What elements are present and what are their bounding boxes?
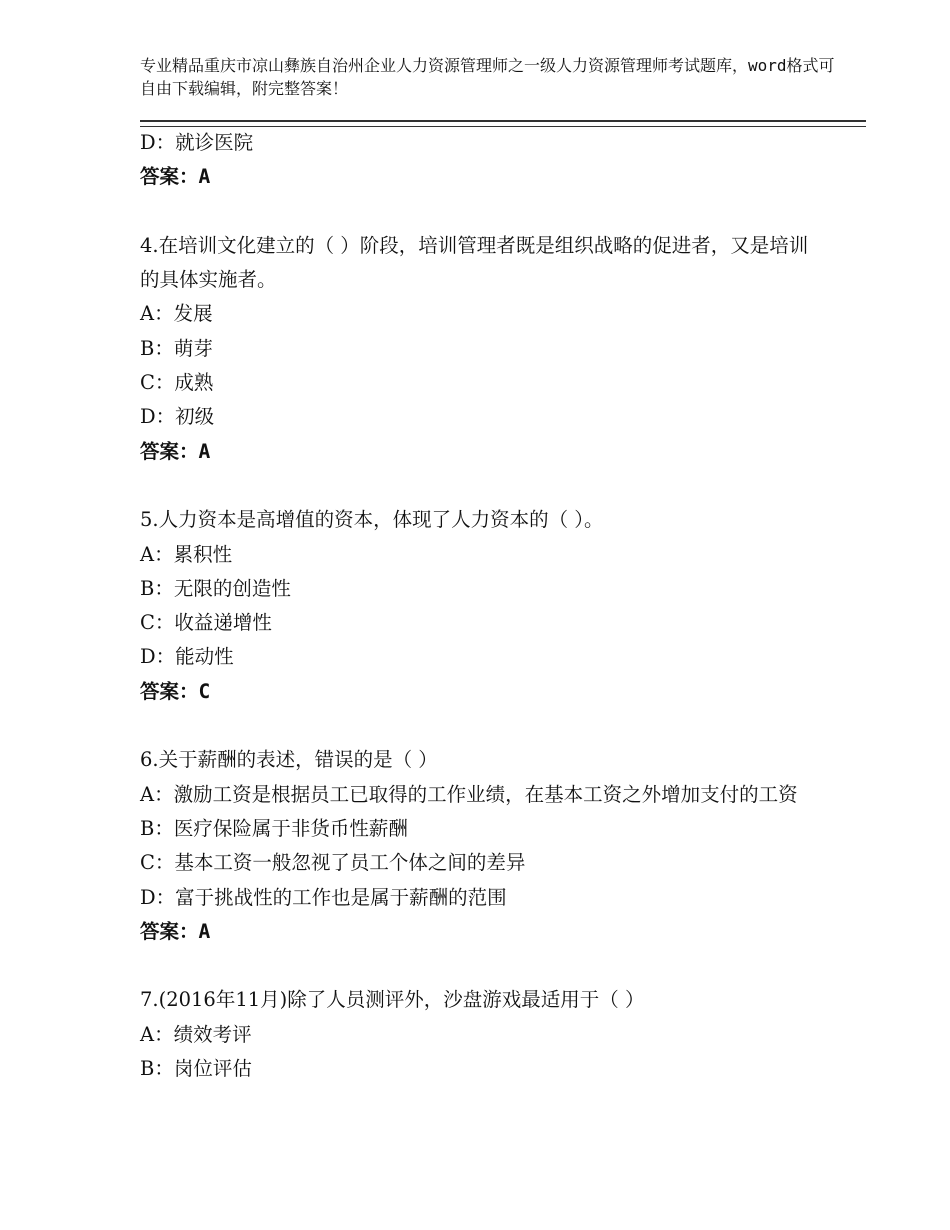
question-stem: 6.关于薪酬的表述，错误的是（ ） [140,748,438,772]
option-d: D：就诊医院 [140,131,254,154]
question-5 [140,503,820,709]
header-title: 专业精品重庆市凉山彝族自治州企业人力资源管理师之一级人力资源管理师考试题库，word格式可自由下载编辑，附完整答案！ [140,56,835,98]
option-d: D：富于挑战性的工作也是属于薪酬的范围 [140,885,507,909]
document-header [140,54,840,100]
option-b: B：无限的创造性 [140,576,291,600]
spacer [140,469,820,503]
option-d: D：初级 [140,405,215,429]
option-b: B：岗位评估 [140,1057,252,1081]
question-stem: 7.(2016年11月)除了人员测评外，沙盘游戏最适用于（ ） [140,988,645,1012]
option-c: C：收益递增性 [140,611,272,635]
option-d: D：能动性 [140,645,234,669]
option-b: B：萌芽 [140,336,213,360]
spacer [140,949,820,983]
answer-line: 答案：A [140,165,211,189]
spacer [140,709,820,743]
answer-line: 答案：C [140,679,211,703]
question-6 [140,743,820,949]
answer-line: 答案：A [140,439,211,463]
option-a: A：绩效考评 [140,1022,252,1046]
question-4 [140,229,820,469]
option-a: A：发展 [140,302,213,326]
spacer [140,195,820,229]
option-a: A：累积性 [140,542,233,566]
option-a: A：激励工资是根据员工已取得的工作业绩，在基本工资之外增加支付的工资 [140,782,798,806]
question-list [140,126,820,1086]
option-c: C：成熟 [140,371,214,395]
option-b: B：医疗保险属于非货币性薪酬 [140,816,408,840]
question-stem: 5.人力资本是高增值的资本，体现了人力资本的（ ）。 [140,508,604,532]
question-stem: 4.在培训文化建立的（ ）阶段，培训管理者既是组织战略的促进者，又是培训的具体实施者。 [140,233,809,292]
answer-line: 答案：A [140,919,211,943]
option-c: C：基本工资一般忽视了员工个体之间的差异 [140,851,526,875]
question-7 [140,983,820,1086]
